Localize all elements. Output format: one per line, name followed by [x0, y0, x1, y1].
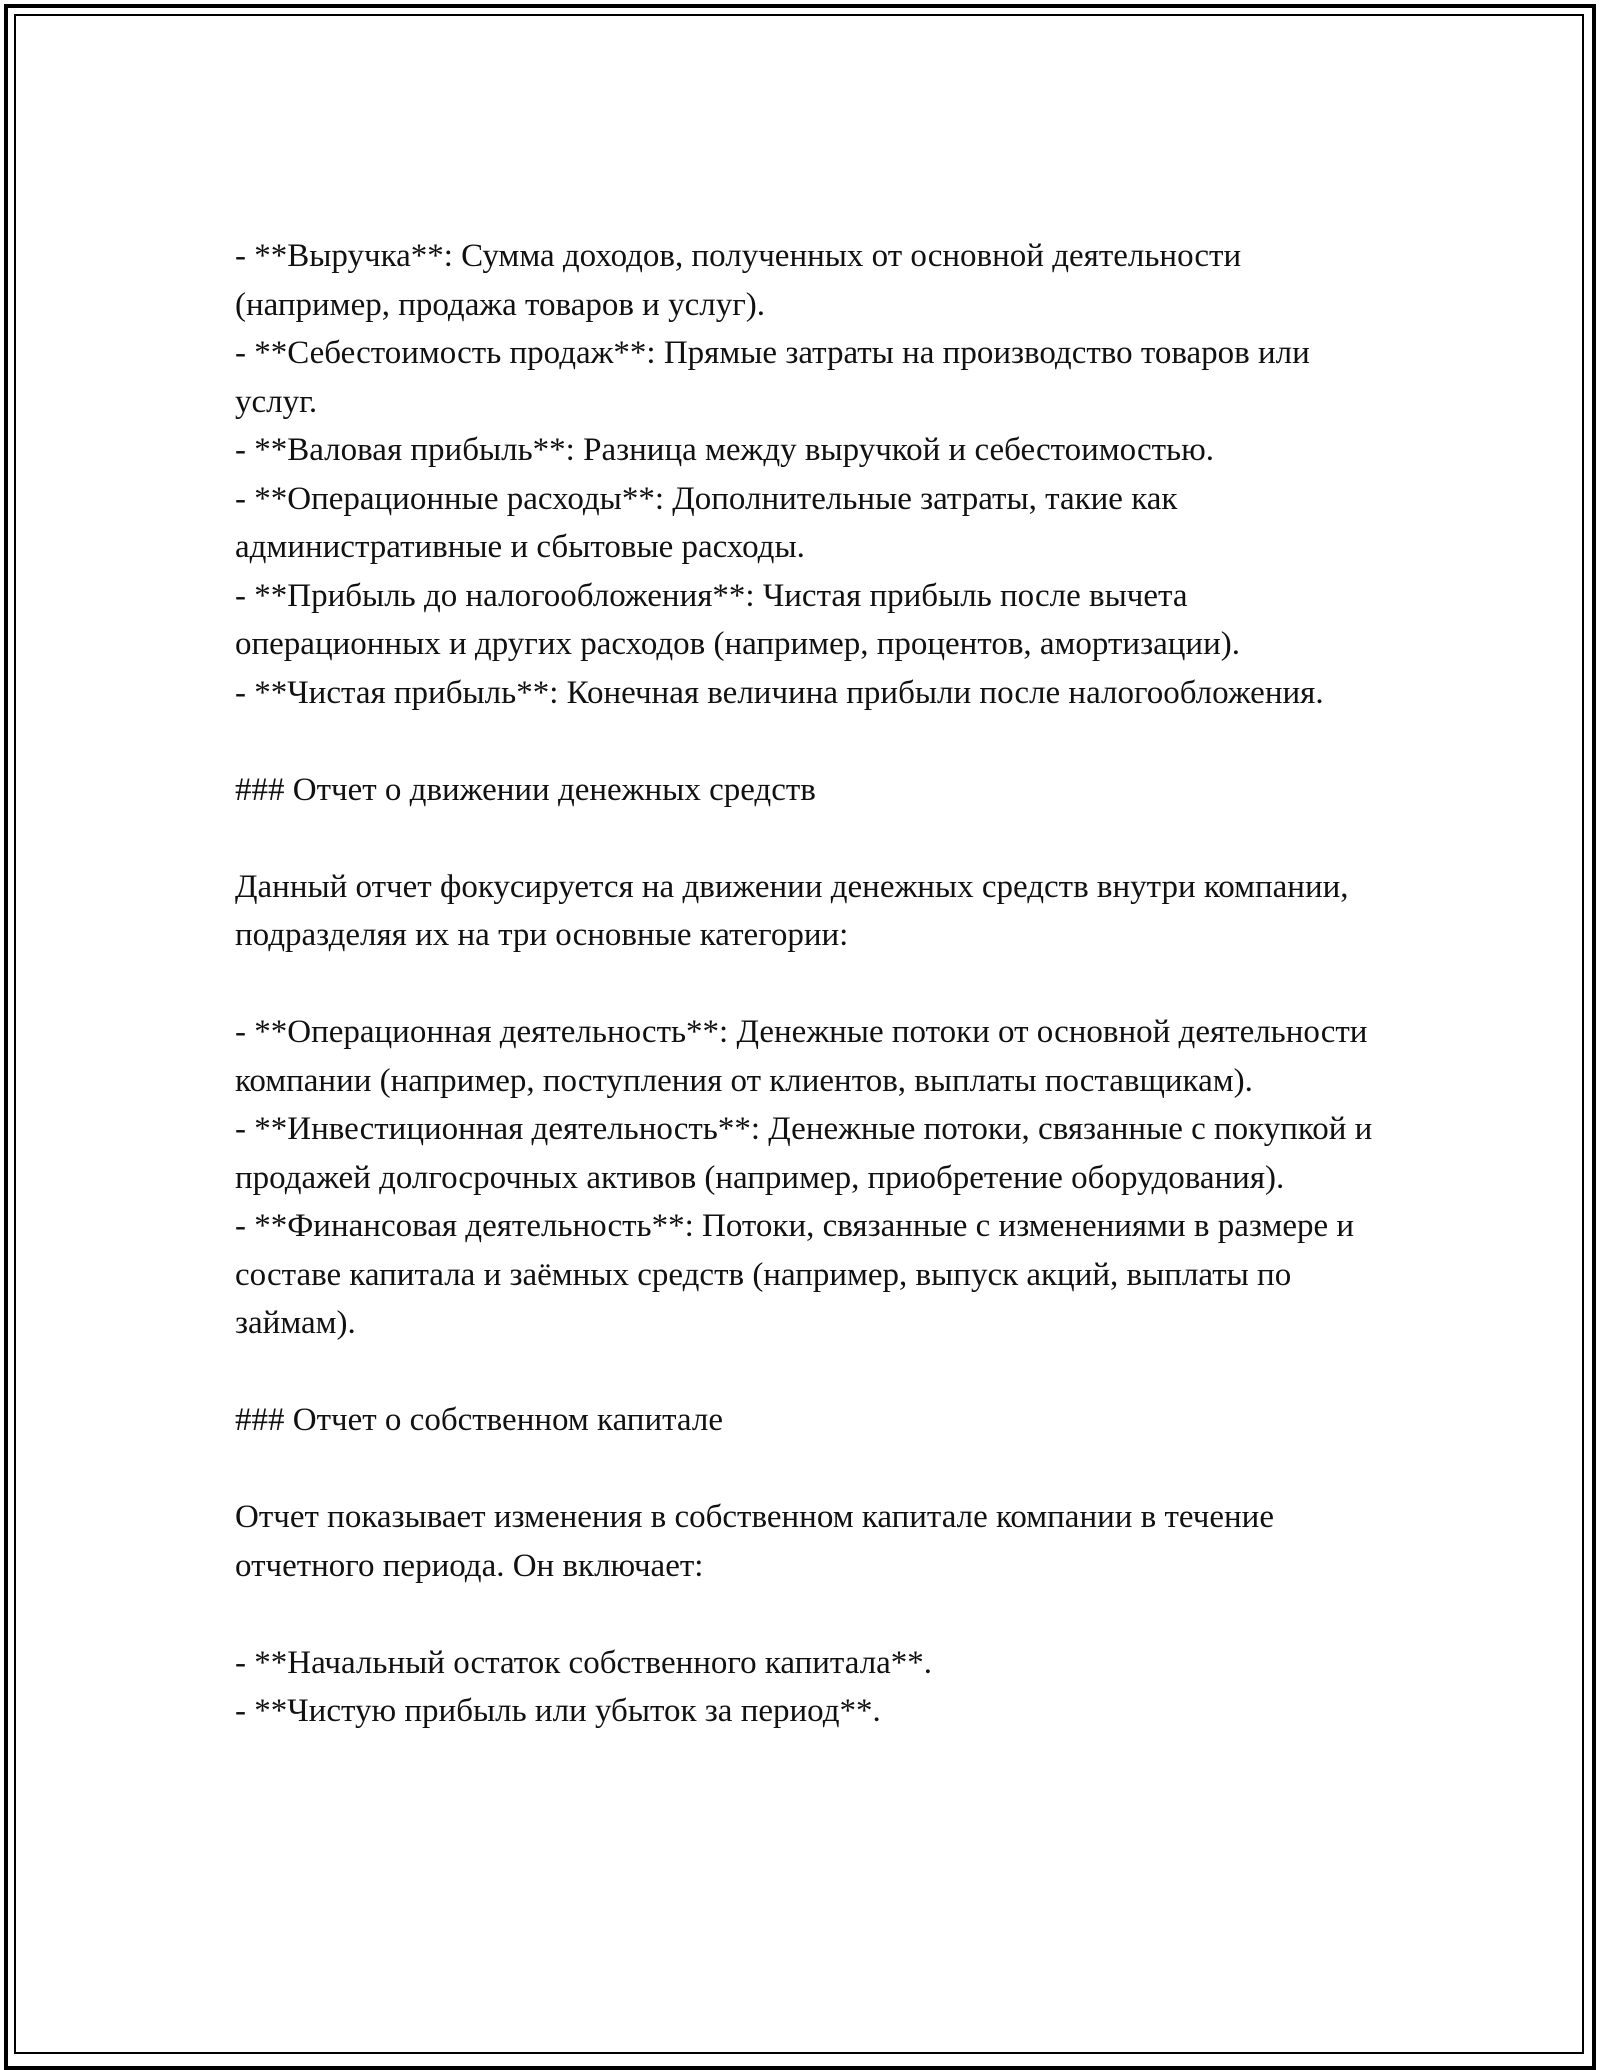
spacer — [235, 960, 1395, 1009]
income-item-pretax-profit: - **Прибыль до налогообложения**: Чистая прибыль после вычета операционных и других расходов (например, процентов, амортизации). — [235, 577, 1240, 662]
income-item-net-profit: - **Чистая прибыль**: Конечная величина прибыли после налогообложения. — [235, 674, 1324, 711]
spacer — [235, 1590, 1395, 1639]
document-body — [235, 232, 1395, 1736]
spacer — [235, 814, 1395, 863]
income-item-revenue: - **Выручка**: Сумма доходов, полученных от основной деятельности (например, продажа товаров и услуг). — [235, 238, 1242, 323]
equity-heading: ### Отчет о собственном капитале — [235, 1402, 723, 1438]
spacer — [235, 1348, 1395, 1397]
income-item-operating-expenses: - **Операционные расходы**: Дополнительные затраты, такие как административные и сбытовые расходы. — [235, 480, 1178, 565]
cashflow-intro: Данный отчет фокусируется на движении денежных средств внутри компании, подразделяя их на три основные категории: — [235, 868, 1349, 953]
equity-item-net-income: - **Чистую прибыль или убыток за период**. — [235, 1693, 881, 1729]
cashflow-item-operating: - **Операционная деятельность**: Денежные потоки от основной деятельности компании (например, поступления от клиентов, выплаты поставщикам). — [235, 1014, 1368, 1099]
spacer — [235, 1445, 1395, 1494]
equity-intro: Отчет показывает изменения в собственном капитале компании в течение отчетного периода. Он включает: — [235, 1499, 1274, 1584]
income-item-cost-of-sales: - **Себестоимость продаж**: Прямые затраты на производство товаров или услуг. — [235, 335, 1310, 420]
spacer — [235, 717, 1395, 766]
equity-item-opening-balance: - **Начальный остаток собственного капитала**. — [235, 1644, 933, 1681]
cashflow-heading: ### Отчет о движении денежных средств — [235, 771, 816, 808]
income-item-gross-profit: - **Валовая прибыль**: Разница между выручкой и себестоимостью. — [235, 432, 1215, 468]
cashflow-item-financing: - **Финансовая деятельность**: Потоки, связанные с изменениями в размере и составе капитала и заёмных средств (например, выпуск акций, выплаты по займам). — [235, 1208, 1355, 1341]
cashflow-item-investing: - **Инвестиционная деятельность**: Денежные потоки, связанные с покупкой и продажей долгосрочных активов (например, приобретение оборудования). — [235, 1111, 1373, 1196]
